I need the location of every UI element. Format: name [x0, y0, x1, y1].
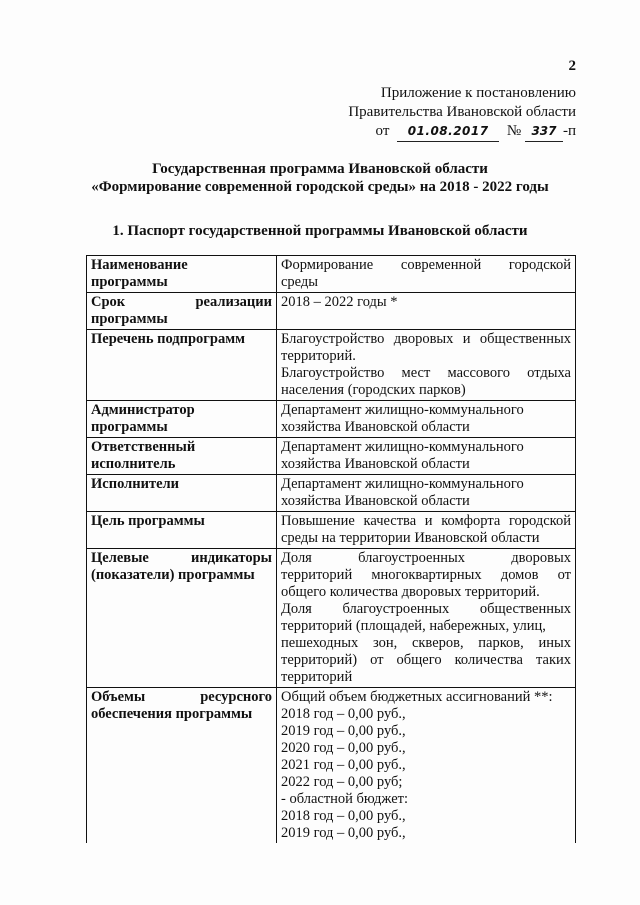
table-row	[87, 256, 576, 293]
row-value-line: территорий) от общего количества таких	[281, 652, 571, 668]
table-row	[87, 293, 576, 330]
row-value-line: 2020 год – 0,00 руб.,	[281, 740, 406, 756]
row-value-line: 2022 год – 0,00 руб;	[281, 774, 403, 790]
appendix-note	[348, 84, 576, 142]
passport-table	[86, 255, 576, 843]
row-value-line: Департамент жилищно-коммунального	[281, 439, 524, 455]
appendix-line-3	[348, 122, 576, 142]
page-number: 2	[568, 58, 576, 74]
row-label-line: обеспечения программы	[91, 706, 253, 722]
row-value-line: Общий объем бюджетных ассигнований **:	[281, 689, 553, 705]
row-label-cell	[87, 330, 277, 401]
section-title: 1. Паспорт государственной программы Ивановской области	[112, 223, 528, 239]
row-value-line: территорий (площадей, набережных, улиц,	[281, 618, 546, 634]
row-value-line: Благоустройство мест массового отдыха	[281, 365, 571, 381]
row-value-line: Доля благоустроенных дворовых	[281, 550, 571, 566]
row-label-line: Исполнители	[91, 476, 180, 492]
row-value-line: пешеходных зон, скверов, парков, иных	[281, 635, 571, 651]
row-label-cell	[87, 475, 277, 512]
table-row	[87, 688, 576, 844]
row-value-cell	[277, 293, 576, 330]
program-title-line-2: «Формирование современной городской среды» на 2018 - 2022 годы	[91, 179, 549, 195]
row-label-line: Цель программы	[91, 513, 205, 529]
program-title	[60, 160, 580, 196]
appendix-number: 337	[525, 122, 563, 142]
row-value-cell	[277, 549, 576, 688]
table-row	[87, 401, 576, 438]
row-value-line: 2018 год – 0,00 руб.,	[281, 706, 406, 722]
row-value-line: хозяйства Ивановской области	[281, 493, 470, 509]
row-value-cell	[277, 256, 576, 293]
table-row	[87, 512, 576, 549]
row-value-cell	[277, 438, 576, 475]
row-value-line: среды на территории Ивановской области	[281, 530, 540, 546]
row-label-line: программы	[91, 311, 168, 327]
row-label-line: (показатели) программы	[91, 567, 255, 583]
row-value-line: 2018 – 2022 годы *	[281, 294, 398, 310]
table-row	[87, 549, 576, 688]
row-value-line: 2018 год – 0,00 руб.,	[281, 808, 406, 824]
appendix-date: 01.08.2017	[397, 122, 499, 142]
row-value-line: 2021 год – 0,00 руб.,	[281, 757, 406, 773]
row-value-cell	[277, 512, 576, 549]
row-label-line: Срок реализации	[91, 294, 272, 310]
row-value-line: территорий многоквартирных домов от	[281, 567, 571, 583]
row-value-line: Повышение качества и комфорта городской	[281, 513, 571, 529]
row-label-cell	[87, 549, 277, 688]
row-label-cell	[87, 401, 277, 438]
row-value-line: населения (городских парков)	[281, 382, 466, 398]
row-value-line: Формирование современной городской	[281, 257, 571, 273]
row-label-line: Администратор	[91, 402, 195, 418]
row-label-line: программы	[91, 419, 168, 435]
appendix-line-2: Правительства Ивановской области	[348, 104, 576, 120]
row-value-line: Благоустройство дворовых и общественных	[281, 331, 571, 347]
row-value-line: хозяйства Ивановской области	[281, 456, 470, 472]
row-value-line: среды	[281, 274, 319, 290]
row-label-line: исполнитель	[91, 456, 176, 472]
row-value-cell	[277, 401, 576, 438]
row-value-line: Департамент жилищно-коммунального	[281, 402, 524, 418]
row-label-line: Наименование	[91, 257, 188, 273]
row-value-cell	[277, 688, 576, 844]
appendix-suffix: -п	[562, 123, 576, 139]
row-label-line: Перечень подпрограмм	[91, 331, 245, 347]
row-value-line: Доля благоустроенных общественных	[281, 601, 571, 617]
row-label-cell	[87, 688, 277, 844]
row-value-line: Департамент жилищно-коммунального	[281, 476, 524, 492]
appendix-line-1: Приложение к постановлению	[380, 85, 576, 101]
row-label-line: Целевые индикаторы	[91, 550, 272, 566]
row-value-line: общего количества дворовых территорий.	[281, 584, 540, 600]
row-label-line: программы	[91, 274, 168, 290]
row-value-line: 2019 год – 0,00 руб.,	[281, 723, 406, 739]
table-row	[87, 475, 576, 512]
row-label-line: Объемы ресурсного	[91, 689, 272, 705]
row-value-line: территорий	[281, 669, 353, 685]
row-label-cell	[87, 512, 277, 549]
row-value-cell	[277, 475, 576, 512]
row-label-cell	[87, 438, 277, 475]
appendix-number-label: №	[506, 123, 522, 139]
program-title-line-1: Государственная программа Ивановской области	[152, 161, 488, 177]
row-value-line: 2019 год – 0,00 руб.,	[281, 825, 406, 841]
row-label-line: Ответственный	[91, 439, 196, 455]
row-value-line: - областной бюджет:	[281, 791, 409, 807]
row-value-line: хозяйства Ивановской области	[281, 419, 470, 435]
row-value-line: территорий.	[281, 348, 356, 364]
row-value-cell	[277, 330, 576, 401]
row-label-cell	[87, 256, 277, 293]
table-row	[87, 330, 576, 401]
row-label-cell	[87, 293, 277, 330]
table-row	[87, 438, 576, 475]
appendix-from-label: от	[375, 123, 390, 139]
